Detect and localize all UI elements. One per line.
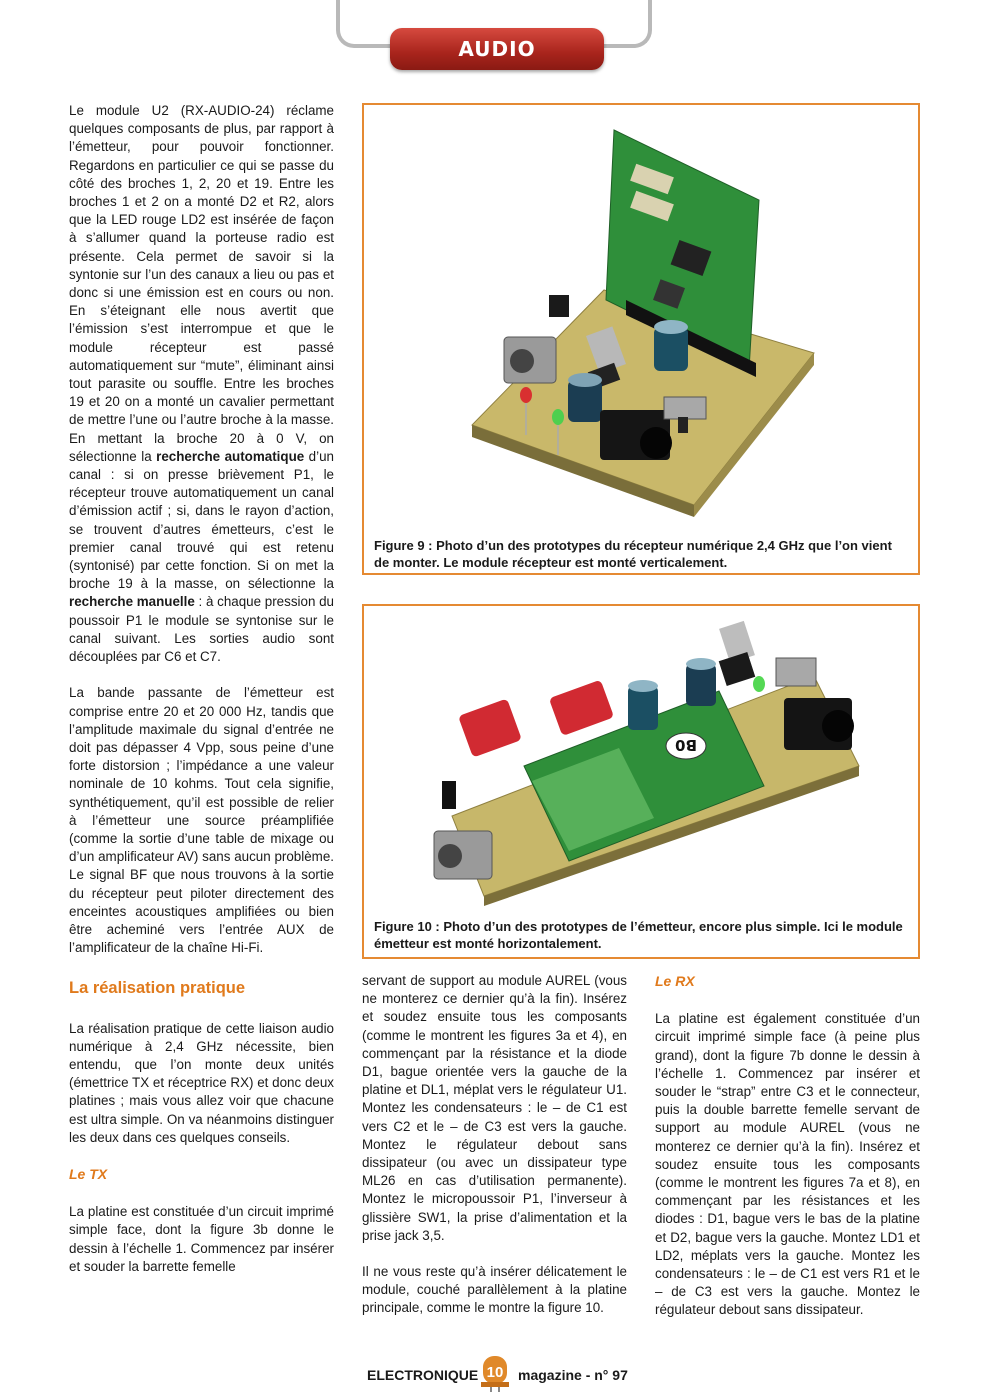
figure-10 [362,604,920,959]
subheading-tx: Le TX [69,1165,108,1182]
paragraph: La bande passante de l’émetteur est comprise entre 20 et 20 000 Hz, tandis que l’amplitude maximale du signal d’entrée ne doit pas dépasser 4 Vpp, sous peine d’une forte distorsion ; l’impédance a une valeur nominale de 10 kohms. Tout cela signifie, synthétiquement, qu’il est possible de relier à l’émetteur une source préamplifiée (comme la sortie d’une table de mixage ou d’un amplificateur AV) sans aucun problème. Le signal BF que nous trouvons à la sortie du récepteur peut piloter directement des enceintes acoustiques amplifiées ou bien être acheminé vers l’entrée AUX de l’amplificateur de la chaîne Hi-Fi. [69,685,334,956]
paragraph: La platine est constituée d’un circuit imprimé simple face, dont la figure 3b donne le dessin à l’échelle 1. Commencez par insérer et souder la barrette femelle [69,1204,334,1274]
text-column-middle [362,972,627,1318]
page-footer [0,1362,989,1392]
issue-number: magazine - n° 97 [518,1367,628,1383]
paragraph: La réalisation pratique de cette liaison audio numérique à 2,4 GHz nécessite, bien entendu, que l’on monte deux unités (émettrice TX et réceptrice RX) et donc deux platines ; mais vous allez voir que chacune est ultra simple. On va néanmoins distinguer les deux dans ces quelques conseils. [69,1020,334,1145]
paragraph: La platine est également constituée d’un circuit imprimé simple face (à peine plus grand), dont la figure 7b donne le dessin à l’échelle 1. Commencez par insérer et souder le “strap” entre C3 et le connecteur, puis la double barrette femelle servant de support au module AUREL (vous ne monterez ce dernier qu’à la fin). Insérez et soudez ensuite tous les composants (comme le montrent les figures 7a et 8), en commençant par les résistances et les diodes : D1, bague vers le bas de la platine et D2, bague vers la gauche. Montez LD1 et LD2, méplats vers la gauche. Montez les condensateurs : le – de C1 est vers R1 et le – de C3 est vers la gauche. Montez le régulateur debout sans dissipateur. [655,1011,920,1318]
magazine-name: ELECTRONIQUE [367,1367,479,1383]
module-label: B0 [675,736,697,754]
paragraph: servant de support au module AUREL (vous ne monterez ce dernier qu’à la fin). Insérez et soudez ensuite tous les composants (comme le montrent les figures 3a et 4), en commençant par la résistance et la diode D1, bague orientée vers la gauche de la platine et DL1, méplat vers le régulateur U1. Montez les condensateurs : le – de C1 est vers C2 et le – de C3 est vers la gauche. Montez le régulateur debout sans dissipateur (ou avec un dissipateur type ML26 en cas d’utilisation permanente). Montez le micropoussoir P1, l’inverseur à glissière SW1, la prise d’alimentation et la prise jack 3,5. [362,973,627,1243]
subheading-rx: Le RX [655,973,695,989]
paragraph: Il ne vous reste qu’à insérer délicatement le module, couché parallèlement à la platine principale, comme le montre la figure 10. [362,1264,627,1316]
paragraph: Le module U2 (RX-AUDIO-24) réclame quelques composants de plus, par rapport à l’émetteur, pour pouvoir fonctionner. Regardons en particulier ce qui se passe du côté des broches 1, 2, 20 et 19. Entre les broches 1 et 2 on a monté D2 et R2, alors que la LED rouge LD2 est insérée de façon à s’allumer quand la porteuse radio est présente. Cela permet de savoir si la syntonie sur l’un des canaux a lieu ou pas et donc si une émission est en cours ou non. En s’éteignant elle nous avertit que l’émission s’est interrompue et que le module récepteur est passé automatiquement sur “mute”, éliminant ainsi tout parasite ou souffle. Entre les broches 19 et 20 on a monté un cavalier permettant de mettre l’une ou l’autre broche à la masse. En mettant la broche 20 à 0 V, on sélectionne la recherche automatique d’un canal : si on presse brièvement P1, le récepteur trouve automatiquement un canal d’émission actif ; si, dans le rayon d’action, se trouvent d’autres émetteurs, c’est le premier canal trouvé qui est retenu (syntonisé) par cette fonction. Si on met la broche 19 à la masse, on sélectionne la recherche manuelle : à chaque pression du poussoir P1 le module se syntonise sur le canal suivant. Les sorties audio sont découplées par C6 et C7. [69,103,335,665]
transmitter-photo [364,606,918,914]
section-label: AUDIO [458,37,536,61]
figure-9 [362,103,920,575]
section-heading: La réalisation pratique [69,979,246,998]
figure-caption: Figure 9 : Photo d’un des prototypes du récepteur numérique 2,4 GHz que l’on vient de monter. Le module récepteur est monté verticalement. [374,538,892,570]
page-number: 10 [486,1364,504,1381]
text-column-left [69,102,334,1276]
receiver-photo [364,105,918,533]
figure-caption: Figure 10 : Photo d’un des prototypes de l’émetteur, encore plus simple. Ici le module émetteur est monté horizontalement. [374,919,903,951]
text-column-right [655,972,920,1320]
